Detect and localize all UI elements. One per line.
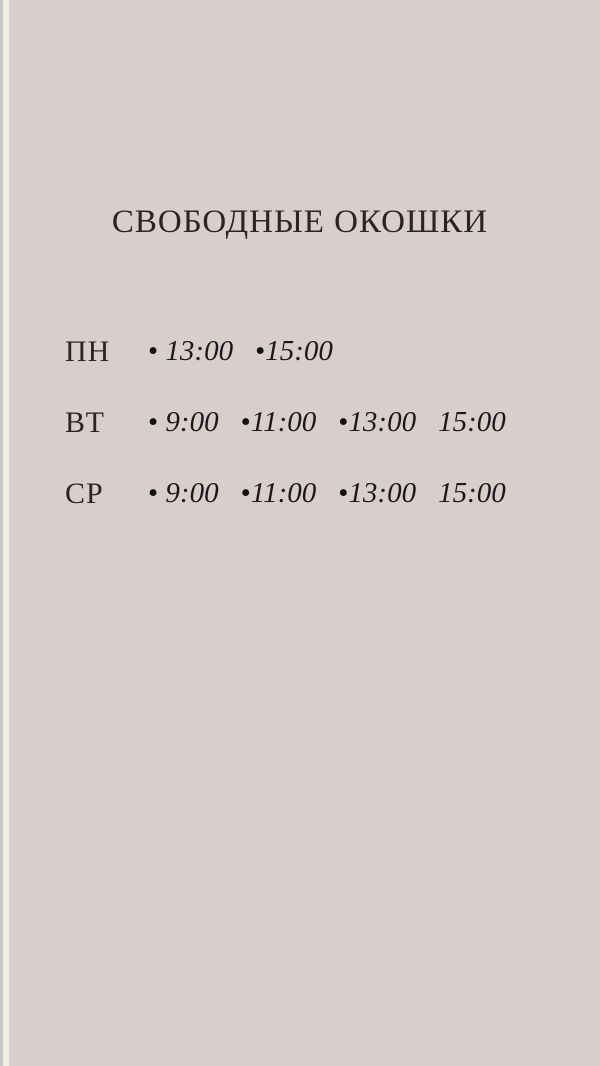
time-slots <box>148 335 333 368</box>
slot-time: 13:00 <box>348 406 417 438</box>
day-label: ВТ <box>65 405 105 439</box>
time-slot <box>241 406 317 439</box>
slot-bullet-icon: • <box>148 335 166 367</box>
time-slot <box>338 477 416 510</box>
time-slot <box>148 477 219 510</box>
time-slots <box>148 406 506 439</box>
slot-time: 9:00 <box>165 477 219 509</box>
time-slot <box>438 406 506 439</box>
slot-bullet-icon: • <box>240 406 251 438</box>
day-label: СР <box>65 476 104 510</box>
slot-bullet-icon: • <box>255 335 266 367</box>
time-slot <box>255 335 333 368</box>
schedule-row-wednesday <box>65 472 580 515</box>
slot-time: 11:00 <box>250 477 317 509</box>
slot-bullet-icon: • <box>240 477 251 509</box>
time-slot <box>241 477 317 510</box>
time-slot <box>338 406 416 439</box>
slot-bullet-icon: • <box>338 477 349 509</box>
slot-time: 11:00 <box>250 406 317 438</box>
time-slot <box>438 477 506 510</box>
slot-time: 9:00 <box>165 406 219 438</box>
slot-bullet-icon: • <box>148 406 166 438</box>
slot-bullet-icon: • <box>148 477 166 509</box>
slot-bullet-icon: • <box>338 406 349 438</box>
slot-time: 13:00 <box>165 335 234 367</box>
schedule-row-monday <box>65 330 580 373</box>
slot-time: 15:00 <box>265 335 333 367</box>
time-slot <box>148 335 233 368</box>
day-label: ПН <box>65 334 111 368</box>
schedule-row-tuesday <box>65 401 580 444</box>
slot-time: 13:00 <box>348 477 417 509</box>
page-title: СВОБОДНЫЕ ОКОШКИ <box>111 204 489 240</box>
left-edge-stripe <box>3 0 9 1066</box>
schedule <box>65 330 580 543</box>
time-slot <box>148 406 219 439</box>
time-slots <box>148 477 506 510</box>
slot-time: 15:00 <box>438 477 506 509</box>
slot-time: 15:00 <box>438 406 506 438</box>
